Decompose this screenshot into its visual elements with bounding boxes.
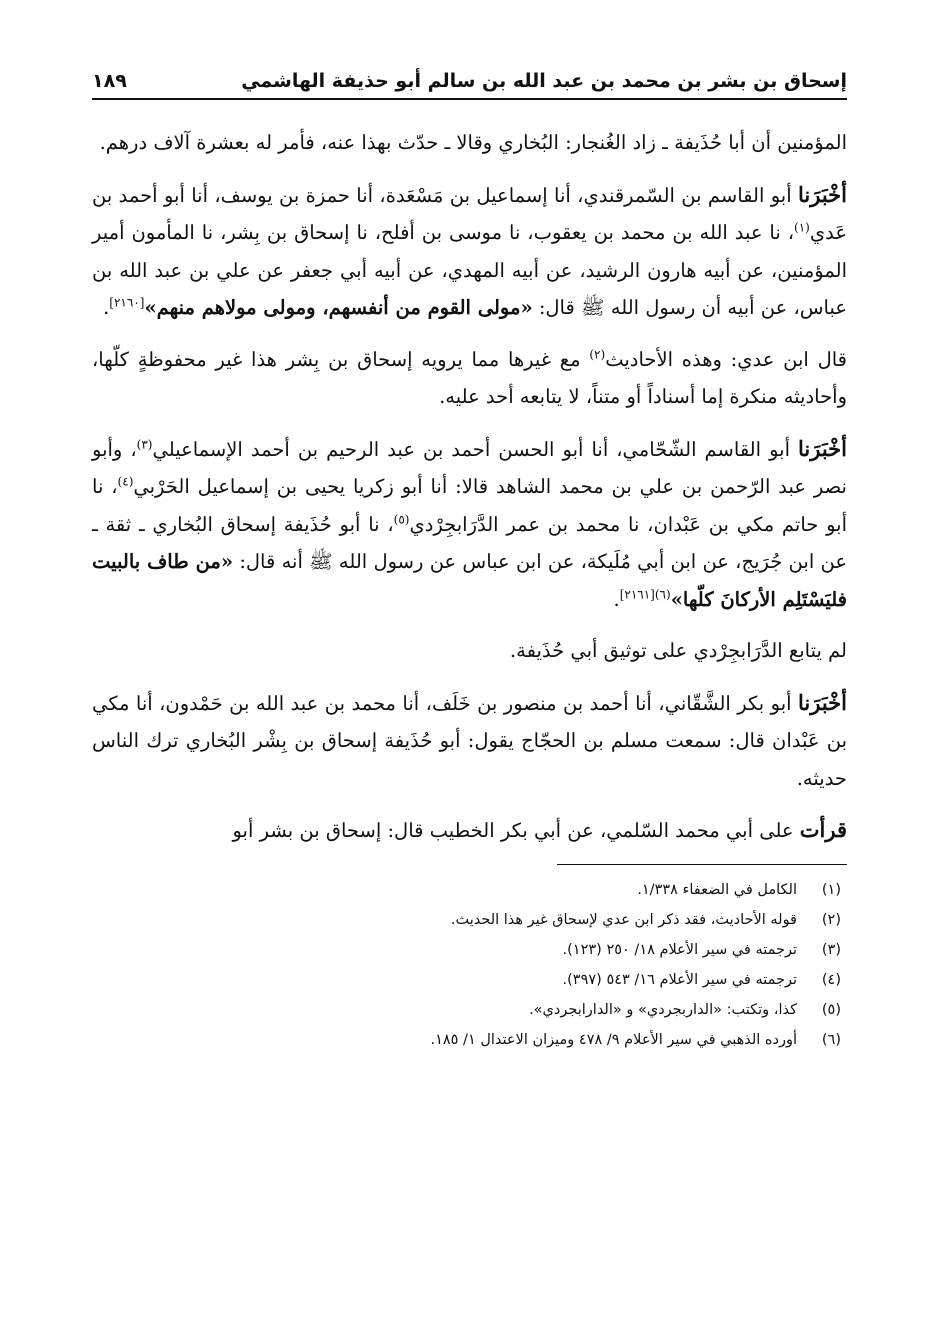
paragraph <box>92 176 847 327</box>
paragraph-lead-word: قرأت <box>799 817 847 842</box>
footnote-text: ترجمته في سير الأعلام ١٦/ ٥٤٣ (٣٩٧). <box>562 971 797 988</box>
text-run: . <box>613 587 620 611</box>
footnote-text: أورده الذهبي في سير الأعلام ٩/ ٤٧٨ وميزان الاعتدال ١/ ١٨٥. <box>430 1031 797 1048</box>
hadith-number: [٢١٦١] <box>619 587 655 601</box>
text-run: على أبي محمد السّلمي، عن أبي بكر الخطيب قال: إسحاق بن بشر أبو <box>232 819 800 842</box>
paragraph <box>92 684 847 798</box>
footnote <box>92 875 847 905</box>
footnote-text: الكامل في الضعفاء ١/٣٣٨. <box>637 881 797 898</box>
running-title: إسحاق بن بشر بن محمد بن عبد الله بن سالم أبو حذيفة الهاشمي <box>241 70 847 92</box>
footnote-marker: (٥) <box>393 512 410 526</box>
footnote <box>92 995 847 1025</box>
paragraph <box>92 632 847 670</box>
footnote-marker: (٢) <box>589 347 606 361</box>
footnote-text: قوله الأحاديث، فقد ذكر ابن عدي لإسحاق غير هذا الحديث. <box>450 911 797 928</box>
footnote-number: (١) <box>821 881 841 898</box>
footnote <box>92 905 847 935</box>
footnote-text: كذا، وتكتب: «الداربجردي» و «الدارابجردي». <box>529 1001 797 1018</box>
text-run: أبو بكر الشَّقّاني، أنا أحمد بن منصور بن خَلَف، أنا محمد بن عبد الله بن حَمْدون، أنا مكي بن عَبْدان قال: سمعت مسلم بن الحجّاج يقول: أبو حُذَيفة إسحاق بن بِشْر البُخاري ترك الناس حديثه. <box>92 691 847 790</box>
text-run: أبو القاسم بن السّمرقندي، أنا إسماعيل بن مَسْعَدة، أنا حمزة بن يوسف، أنا أبو أحمد بن عَدي <box>92 183 847 244</box>
footnote-number: (٥) <box>821 1001 841 1018</box>
paragraph-lead-word: أخْبَرَنا <box>798 435 847 461</box>
text-run: مع غيرها مما يرويه إسحاق بن بِشر هذا غير محفوظةٍ كلّها، وأحاديثه منكرة إما أسناداً أو متناً، لا يتابعه أحد عليه. <box>92 347 847 408</box>
paragraph <box>92 341 847 416</box>
paragraph-lead-word: أخْبَرَنا <box>798 689 847 715</box>
footnote-number: (٣) <box>821 941 841 958</box>
hadith-text: «من طاف بالبيت فليَسْتَلِم الأركانَ كلّها» <box>92 550 847 611</box>
footnote-number: (٦) <box>821 1031 841 1048</box>
paragraph <box>92 124 847 162</box>
page-number: ١٨٩ <box>92 70 127 92</box>
footnote-marker: (٤) <box>117 474 134 489</box>
page-body <box>92 124 847 850</box>
footnote-text: ترجمته في سير الأعلام ١٨/ ٢٥٠ (١٢٣). <box>562 941 797 958</box>
hadith-number: [٢١٦٠] <box>109 295 145 310</box>
paragraph-lead-word: أخْبَرَنا <box>798 181 847 207</box>
footnote <box>92 1025 847 1055</box>
text-run: ، نا عبد الله بن محمد بن يعقوب، نا موسى بن أفلح، نا إسحاق بن بِشر، نا المأمون أمير المؤمنين، عن أبيه هارون الرشيد، عن أبيه المهدي، عن أبيه أبي جعفر عن علي بن عبد الله بن عباس، عن أبيه أن رسول الله ﷺ قال: <box>92 221 847 319</box>
text-run: قال ابن عدي: وهذه الأحاديث <box>605 347 847 371</box>
footnote-divider <box>557 864 847 865</box>
hadith-text: «مولى القوم من أنفسهم، ومولى مولاهم منهم» <box>144 296 533 319</box>
footnote-marker: (٣) <box>136 437 153 451</box>
footnote-marker: (٦) <box>654 587 671 601</box>
text-run: ، نا أبو حُذَيفة إسحاق البُخاري ـ ثقة ـ عن ابن جُرَيج، عن ابن أبي مُلَيكة، عن ابن عباس عن رسول الله ﷺ أنه قال: <box>92 512 847 573</box>
page-header <box>92 58 847 100</box>
footnotes-list <box>92 875 847 1055</box>
text-run: المؤمنين أن أبا حُذَيفة ـ زاد الغُنجار: البُخاري وقالا ـ حدّث بهذا عنه، فأمر له بعشرة آلاف درهم. <box>99 131 847 154</box>
footnote <box>92 965 847 995</box>
footnote <box>92 935 847 965</box>
paragraph <box>92 811 847 850</box>
footnote-number: (٢) <box>821 911 841 928</box>
footnote-number: (٤) <box>821 971 841 988</box>
book-page <box>92 58 847 1308</box>
text-run: ، نا أبو حاتم مكي بن عَبْدان، نا محمد بن عمر الدَّرَابجِرْدي <box>92 475 847 536</box>
footnote-marker: (١) <box>794 220 810 235</box>
paragraph <box>92 430 847 619</box>
text-run: . <box>103 296 110 319</box>
text-run: لم يتابع الدَّرَابجِرْدي على توثيق أبي حُذَيفة. <box>509 639 847 662</box>
text-run: أبو القاسم الشّحّامي، أنا أبو الحسن أحمد بن عبد الرحيم بن أحمد الإسماعيلي <box>152 437 799 461</box>
text-run: ، وأبو نصر عبد الرّحمن بن علي بن محمد الشاهد قالا: أنا أبو زكريا يحيى بن إسماعيل الحَرْبي <box>92 437 847 498</box>
